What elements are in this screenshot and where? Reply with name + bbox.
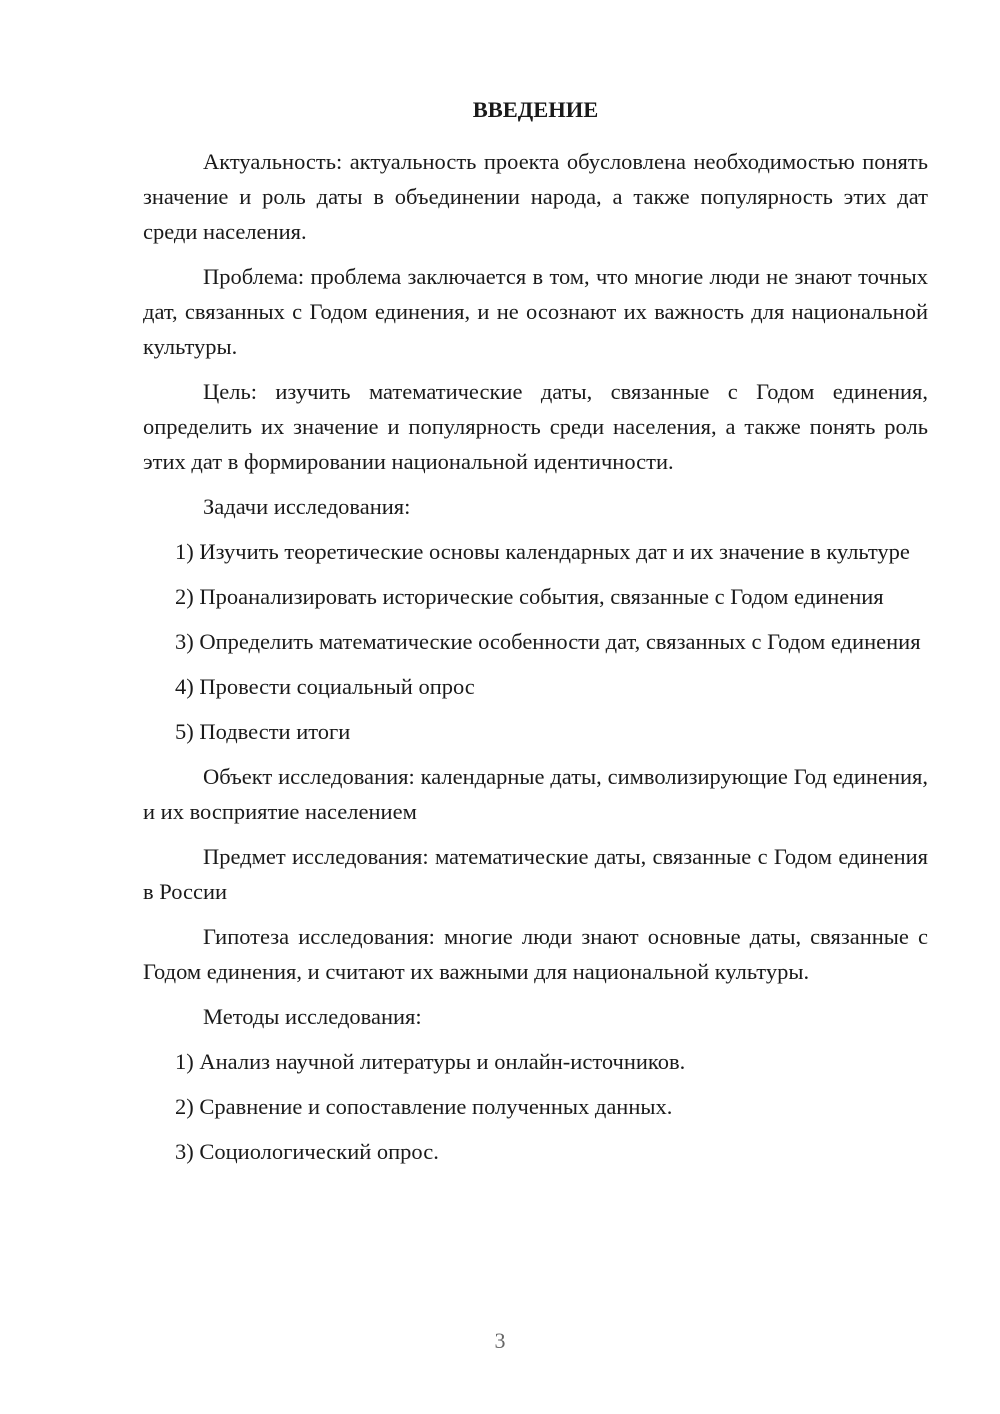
task-item: 4) Провести социальный опрос [175,674,475,699]
method-item: 2) Сравнение и сопоставление полученных данных. [175,1094,673,1119]
hypothesis-paragraph: Гипотеза исследования: многие люди знают основные даты, связанные с Годом единения, и считают их важными для национальной культуры. [143,924,928,984]
methods-heading: Методы исследования: [203,1004,422,1029]
method-item: 3) Социологический опрос. [175,1139,439,1164]
tasks-heading: Задачи исследования: [203,494,411,519]
task-item: 5) Подвести итоги [175,719,351,744]
task-item: 1) Изучить теоретические основы календарных дат и их значение в культуре [175,539,910,564]
page-title: ВВЕДЕНИЕ [472,97,599,122]
goal-paragraph: Цель: изучить математические даты, связанные с Годом единения, определить их значение и популярность среди населения, а также понять роль этих дат в формировании национальной идентичности. [143,379,928,474]
task-item: 3) Определить математические особенности дат, связанных с Годом единения [175,629,921,654]
method-item: 1) Анализ научной литературы и онлайн-источников. [175,1049,686,1074]
object-paragraph: Объект исследования: календарные даты, символизирующие Год единения, и их восприятие населением [143,764,928,824]
task-item: 2) Проанализировать исторические события, связанные с Годом единения [175,584,884,609]
page-number: 3 [494,1328,506,1353]
document-page [143,92,928,1179]
problem-paragraph: Проблема: проблема заключается в том, что многие люди не знают точных дат, связанных с Годом единения, и не осознают их важность для национальной культуры. [143,264,928,359]
relevance-paragraph: Актуальность: актуальность проекта обусловлена необходимостью понять значение и роль даты в объединении народа, а также популярность этих дат среди населения. [143,149,928,244]
subject-paragraph: Предмет исследования: математические даты, связанные с Годом единения в России [143,844,928,904]
